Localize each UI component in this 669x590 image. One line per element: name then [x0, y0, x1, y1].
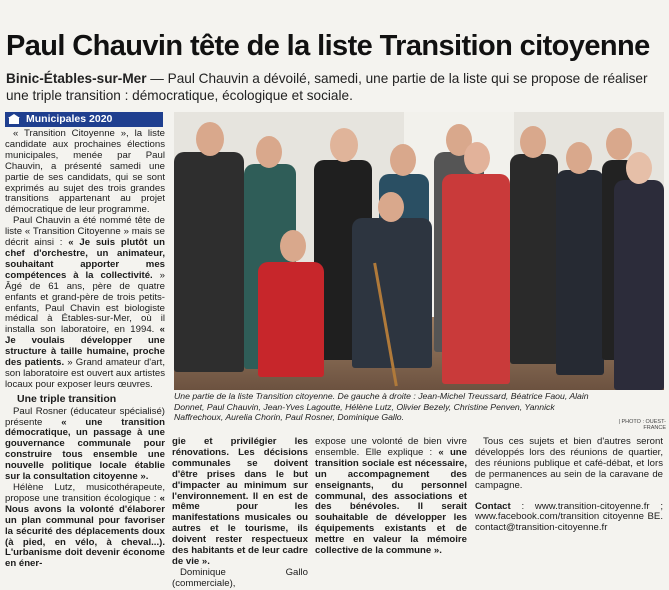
photo-credit: | PHOTO : OUEST-FRANCE	[618, 419, 666, 431]
article-column-2	[172, 437, 308, 590]
paragraph	[5, 216, 165, 391]
quote: « Nous avons la volonté d'élaborer un plan communal pour favoriser la sécurité des déplacements doux (à pied, en vélo, à cheval...). L'urbanisme doit devenir économe en éner-	[5, 492, 165, 570]
person-figure	[556, 170, 604, 375]
text-run: Hélène Lutz, musicothérapeute, propose une transition écologique :	[5, 482, 165, 504]
person-head	[390, 144, 416, 176]
person-figure	[614, 180, 664, 390]
person-figure	[258, 262, 324, 377]
standfirst-place: Binic-Étables-sur-Mer	[6, 71, 147, 86]
text-run: » Âgé de 61 ans, père de quatre enfants et grand-père de trois petits-enfants, Paul Chavin est biologiste médical à Étables-sur-Mer, où il installa son laboratoire, en 1994.	[5, 269, 165, 336]
article-headline: Paul Chauvin tête de la liste Transition citoyenne	[6, 30, 650, 62]
quote: gie et privilégier les rénovations. Les décisions communales se doivent d'être prises dans le but d'impacter au minimum sur l'environnement. Il en est de même pour les manifestations musicales ou autres et le tourisme, ils doivent rester respectueux des habitants et de leur cadre de vie ».	[172, 436, 308, 567]
contact-text: : www.transition-citoyenne.fr ; www.facebook.com/transition citoyenne BE. contact@transition-citoyenne.fr	[475, 500, 663, 534]
person-head	[520, 126, 546, 158]
person-head	[378, 192, 404, 222]
person-figure	[442, 174, 510, 384]
town-hall-icon	[8, 114, 21, 125]
paragraph: Tous ces sujets et bien d'autres seront développés lors des réunions de quartier, des réunions publique et café-débat, et lors de permanences au sein de la caravane de campagne.	[475, 436, 663, 491]
article-column-3	[315, 437, 467, 557]
quote: « une transition sociale est nécessaire, un accompagnement des enseignants, du personnel communal, des associations et des bénévoles. Il serait souhaitable de développer les équipements existants et de mettre en valeur la mémoire collective de la commune ».	[315, 446, 468, 557]
subheading: Une triple transition	[17, 392, 117, 405]
rubric-label: Municipales 2020	[26, 113, 113, 125]
paragraph: Dominique Gallo (commerciale),	[172, 566, 308, 589]
quote: « une transition démocratique, un passage à une gouvernance communale pour construire tous ensemble une nouvelle politique locale établie sur la consultation citoyenne ».	[5, 416, 165, 483]
article-standfirst	[6, 70, 666, 104]
person-head	[280, 230, 306, 262]
person-head	[566, 142, 592, 174]
person-head	[330, 128, 358, 162]
text-run: Paul Rosner (éducateur spécialisé) présente	[5, 405, 165, 428]
person-figure	[174, 152, 244, 372]
quote: « Je suis plutôt un chef d'orchestre, un animateur, souhaitant apporter mes compétences à la collectivité.	[5, 237, 165, 281]
person-figure	[352, 218, 432, 368]
photo-caption: Une partie de la liste Transition citoyenne. De gauche à droite : Jean-Michel Treussard, Béatrice Faou, Alain Donnet, Paul Chauvin, Jean-Yves Lagoutte, Hélène Lutz, Olivier Bezely, Christine Penven, Yannick Naffrechoux, Aurelia Chorin, Paul Rosner, Dominique Gallo.	[174, 391, 589, 423]
paragraph	[315, 437, 467, 557]
paragraph	[172, 437, 308, 568]
person-head	[606, 128, 632, 160]
text-run: expose une volonté de bien vivre ensemble. Elle explique :	[315, 436, 467, 458]
paragraph	[5, 407, 165, 483]
standfirst-text: — Paul Chauvin a dévoilé, samedi, une partie de la liste qui se propose de réaliser une triple transition : démocratique, écologique et sociale.	[6, 71, 648, 103]
article-column-4	[475, 437, 663, 534]
text-run: Paul Chauvin a été nommé tête de liste « Transition Citoyenne » mais se décrit ainsi :	[5, 215, 165, 249]
person-head	[626, 152, 652, 184]
person-head	[196, 122, 224, 156]
person-head	[464, 142, 490, 174]
section-rubric	[5, 112, 163, 127]
contact-paragraph	[475, 502, 663, 535]
article-column-1	[5, 129, 165, 570]
group-photo	[174, 112, 664, 390]
paragraph	[5, 483, 165, 570]
person-head	[256, 136, 282, 168]
paragraph: « Transition Citoyenne », la liste candidate aux prochaines élections municipales, menée par Paul Chauvin, a présenté samedi une partie de ses candidats, qui se sont exprimés au sujet des trois grandes transitions appartenant au projet démocratique de leur programme.	[5, 128, 165, 216]
text-run: » Grand amateur d'art, son laboratoire est ouvert aux artistes locaux pour exposer leurs œuvres.	[5, 357, 165, 390]
quote: « Je voulais développer une structure à taille humaine, proche des patients.	[5, 324, 165, 369]
contact-label: Contact	[475, 500, 511, 512]
person-figure	[510, 154, 558, 364]
